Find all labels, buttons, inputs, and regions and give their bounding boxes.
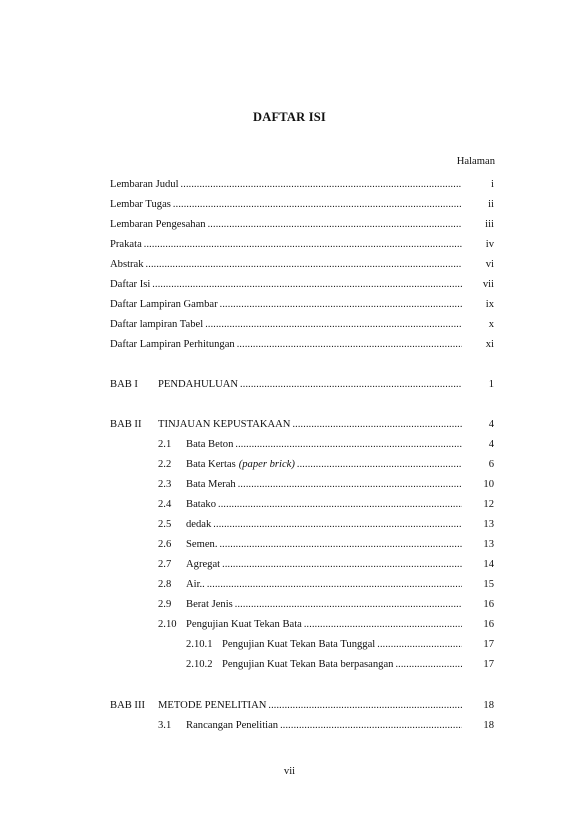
- dot-leader: [146, 259, 462, 270]
- toc-page: 18: [483, 700, 494, 711]
- toc-section: [110, 579, 494, 593]
- toc-page: 17: [483, 639, 494, 650]
- dot-leader: [235, 439, 462, 450]
- dot-leader: [222, 559, 462, 570]
- subsection-title: Pengujian Kuat Tekan Bata Tunggal: [222, 639, 376, 650]
- toc-entry: [110, 279, 494, 293]
- toc-page: vi: [485, 259, 494, 270]
- section-title: Semen.: [186, 539, 218, 550]
- toc-chapter: [110, 419, 494, 433]
- toc-page: 17: [483, 659, 494, 670]
- toc-section: [110, 439, 494, 453]
- section-title-italic: (paper brick): [238, 459, 295, 470]
- section-title: Bata Beton: [186, 439, 234, 450]
- dot-leader: [220, 299, 462, 310]
- dot-leader: [213, 519, 462, 530]
- toc-section: [110, 559, 494, 573]
- toc-page: x: [488, 319, 494, 330]
- subsection-title: Pengujian Kuat Tekan Bata berpasangan: [222, 659, 394, 670]
- toc-section: [110, 519, 494, 533]
- section-number: 2.1: [158, 439, 172, 450]
- toc-page: ii: [488, 199, 494, 210]
- toc-section: [110, 459, 494, 473]
- section-title: Bata Kertas: [186, 459, 236, 470]
- chapter-number: BAB II: [110, 419, 142, 430]
- toc-section: [110, 479, 494, 493]
- page-number-footer: vii: [283, 766, 296, 777]
- toc-page: 4: [488, 419, 494, 430]
- toc-page: 13: [483, 519, 494, 530]
- toc-page: vii: [482, 279, 494, 290]
- toc-page: ix: [485, 299, 494, 310]
- dot-leader: [208, 219, 462, 230]
- section-number: 2.2: [158, 459, 172, 470]
- toc-label: Daftar Isi: [110, 279, 151, 290]
- dot-leader: [219, 539, 462, 550]
- dot-leader: [205, 319, 462, 330]
- dot-leader: [152, 279, 462, 290]
- section-number: 2.3: [158, 479, 172, 490]
- section-number: 2.7: [158, 559, 172, 570]
- section-number: 2.5: [158, 519, 172, 530]
- dot-leader: [292, 419, 462, 430]
- chapter-number: BAB III: [110, 700, 146, 711]
- dot-leader: [218, 499, 462, 510]
- section-title: Agregat: [186, 559, 221, 570]
- toc-chapter: [110, 379, 494, 393]
- chapter-title: METODE PENELITIAN: [158, 700, 267, 711]
- toc-section: [110, 720, 494, 734]
- section-title: Air..: [186, 579, 205, 590]
- dot-leader: [237, 339, 462, 350]
- toc-page: 18: [483, 720, 494, 731]
- toc-label: Abstrak: [110, 259, 144, 270]
- dot-leader: [297, 459, 462, 470]
- page-title: DAFTAR ISI: [253, 110, 326, 124]
- chapter-number: BAB I: [110, 379, 138, 390]
- section-number: 2.10: [158, 619, 177, 630]
- toc-section: [110, 539, 494, 553]
- toc-label: Daftar Lampiran Perhitungan: [110, 339, 235, 350]
- toc-page: 16: [483, 599, 494, 610]
- toc-entry: [110, 339, 494, 353]
- section-number: 2.9: [158, 599, 172, 610]
- toc-entry: [110, 179, 494, 193]
- toc-section: [110, 499, 494, 513]
- toc-page: iii: [485, 219, 494, 230]
- section-number: 2.4: [158, 499, 172, 510]
- dot-leader: [304, 619, 462, 630]
- toc-entry: [110, 199, 494, 213]
- toc-page: 6: [488, 459, 494, 470]
- dot-leader: [395, 659, 462, 670]
- toc-page: i: [491, 179, 494, 190]
- dot-leader: [268, 700, 462, 711]
- toc-page: 16: [483, 619, 494, 630]
- section-number: 2.6: [158, 539, 172, 550]
- subsection-number: 2.10.2: [186, 659, 213, 670]
- toc-label: Daftar Lampiran Gambar: [110, 299, 218, 310]
- toc-page: 1: [488, 379, 494, 390]
- toc-label: Lembar Tugas: [110, 199, 171, 210]
- dot-leader: [173, 199, 462, 210]
- toc-page: 12: [483, 499, 494, 510]
- toc-page: 15: [483, 579, 494, 590]
- chapter-title: PENDAHULUAN: [158, 379, 239, 390]
- toc-entry: [110, 319, 494, 333]
- toc-page: iv: [485, 239, 494, 250]
- section-number: 3.1: [158, 720, 172, 731]
- dot-leader: [207, 579, 462, 590]
- toc-entry: [110, 259, 494, 273]
- subsection-number: 2.10.1: [186, 639, 213, 650]
- toc-section: [110, 619, 494, 633]
- toc-label: Prakata: [110, 239, 142, 250]
- dot-leader: [144, 239, 462, 250]
- halaman-header: Halaman: [456, 156, 495, 167]
- chapter-title: TINJAUAN KEPUSTAKAAN: [158, 419, 291, 430]
- section-title: Pengujian Kuat Tekan Bata: [186, 619, 302, 630]
- section-title: Batako: [186, 499, 217, 510]
- toc-label: Lembaran Pengesahan: [110, 219, 206, 230]
- toc-page: 10: [483, 479, 494, 490]
- section-title: dedak: [186, 519, 212, 530]
- dot-leader: [238, 479, 462, 490]
- toc-page: 4: [488, 439, 494, 450]
- dot-leader: [235, 599, 462, 610]
- toc-section: [110, 599, 494, 613]
- dot-leader: [280, 720, 462, 731]
- dot-leader: [377, 639, 462, 650]
- toc-label: Lembaran Judul: [110, 179, 179, 190]
- dot-leader: [181, 179, 462, 190]
- toc-page: xi: [485, 339, 494, 350]
- toc-entry: [110, 219, 494, 233]
- toc-page: 13: [483, 539, 494, 550]
- toc-chapter: [110, 700, 494, 714]
- dot-leader: [240, 379, 462, 390]
- toc-subsection: [110, 659, 494, 673]
- toc-entry: [110, 239, 494, 253]
- toc-entry: [110, 299, 494, 313]
- section-number: 2.8: [158, 579, 172, 590]
- section-title: Rancangan Penelitian: [186, 720, 279, 731]
- section-title: Bata Merah: [186, 479, 236, 490]
- toc-page: 14: [483, 559, 494, 570]
- section-title: Berat Jenis: [186, 599, 233, 610]
- toc-subsection: [110, 639, 494, 653]
- toc-label: Daftar lampiran Tabel: [110, 319, 204, 330]
